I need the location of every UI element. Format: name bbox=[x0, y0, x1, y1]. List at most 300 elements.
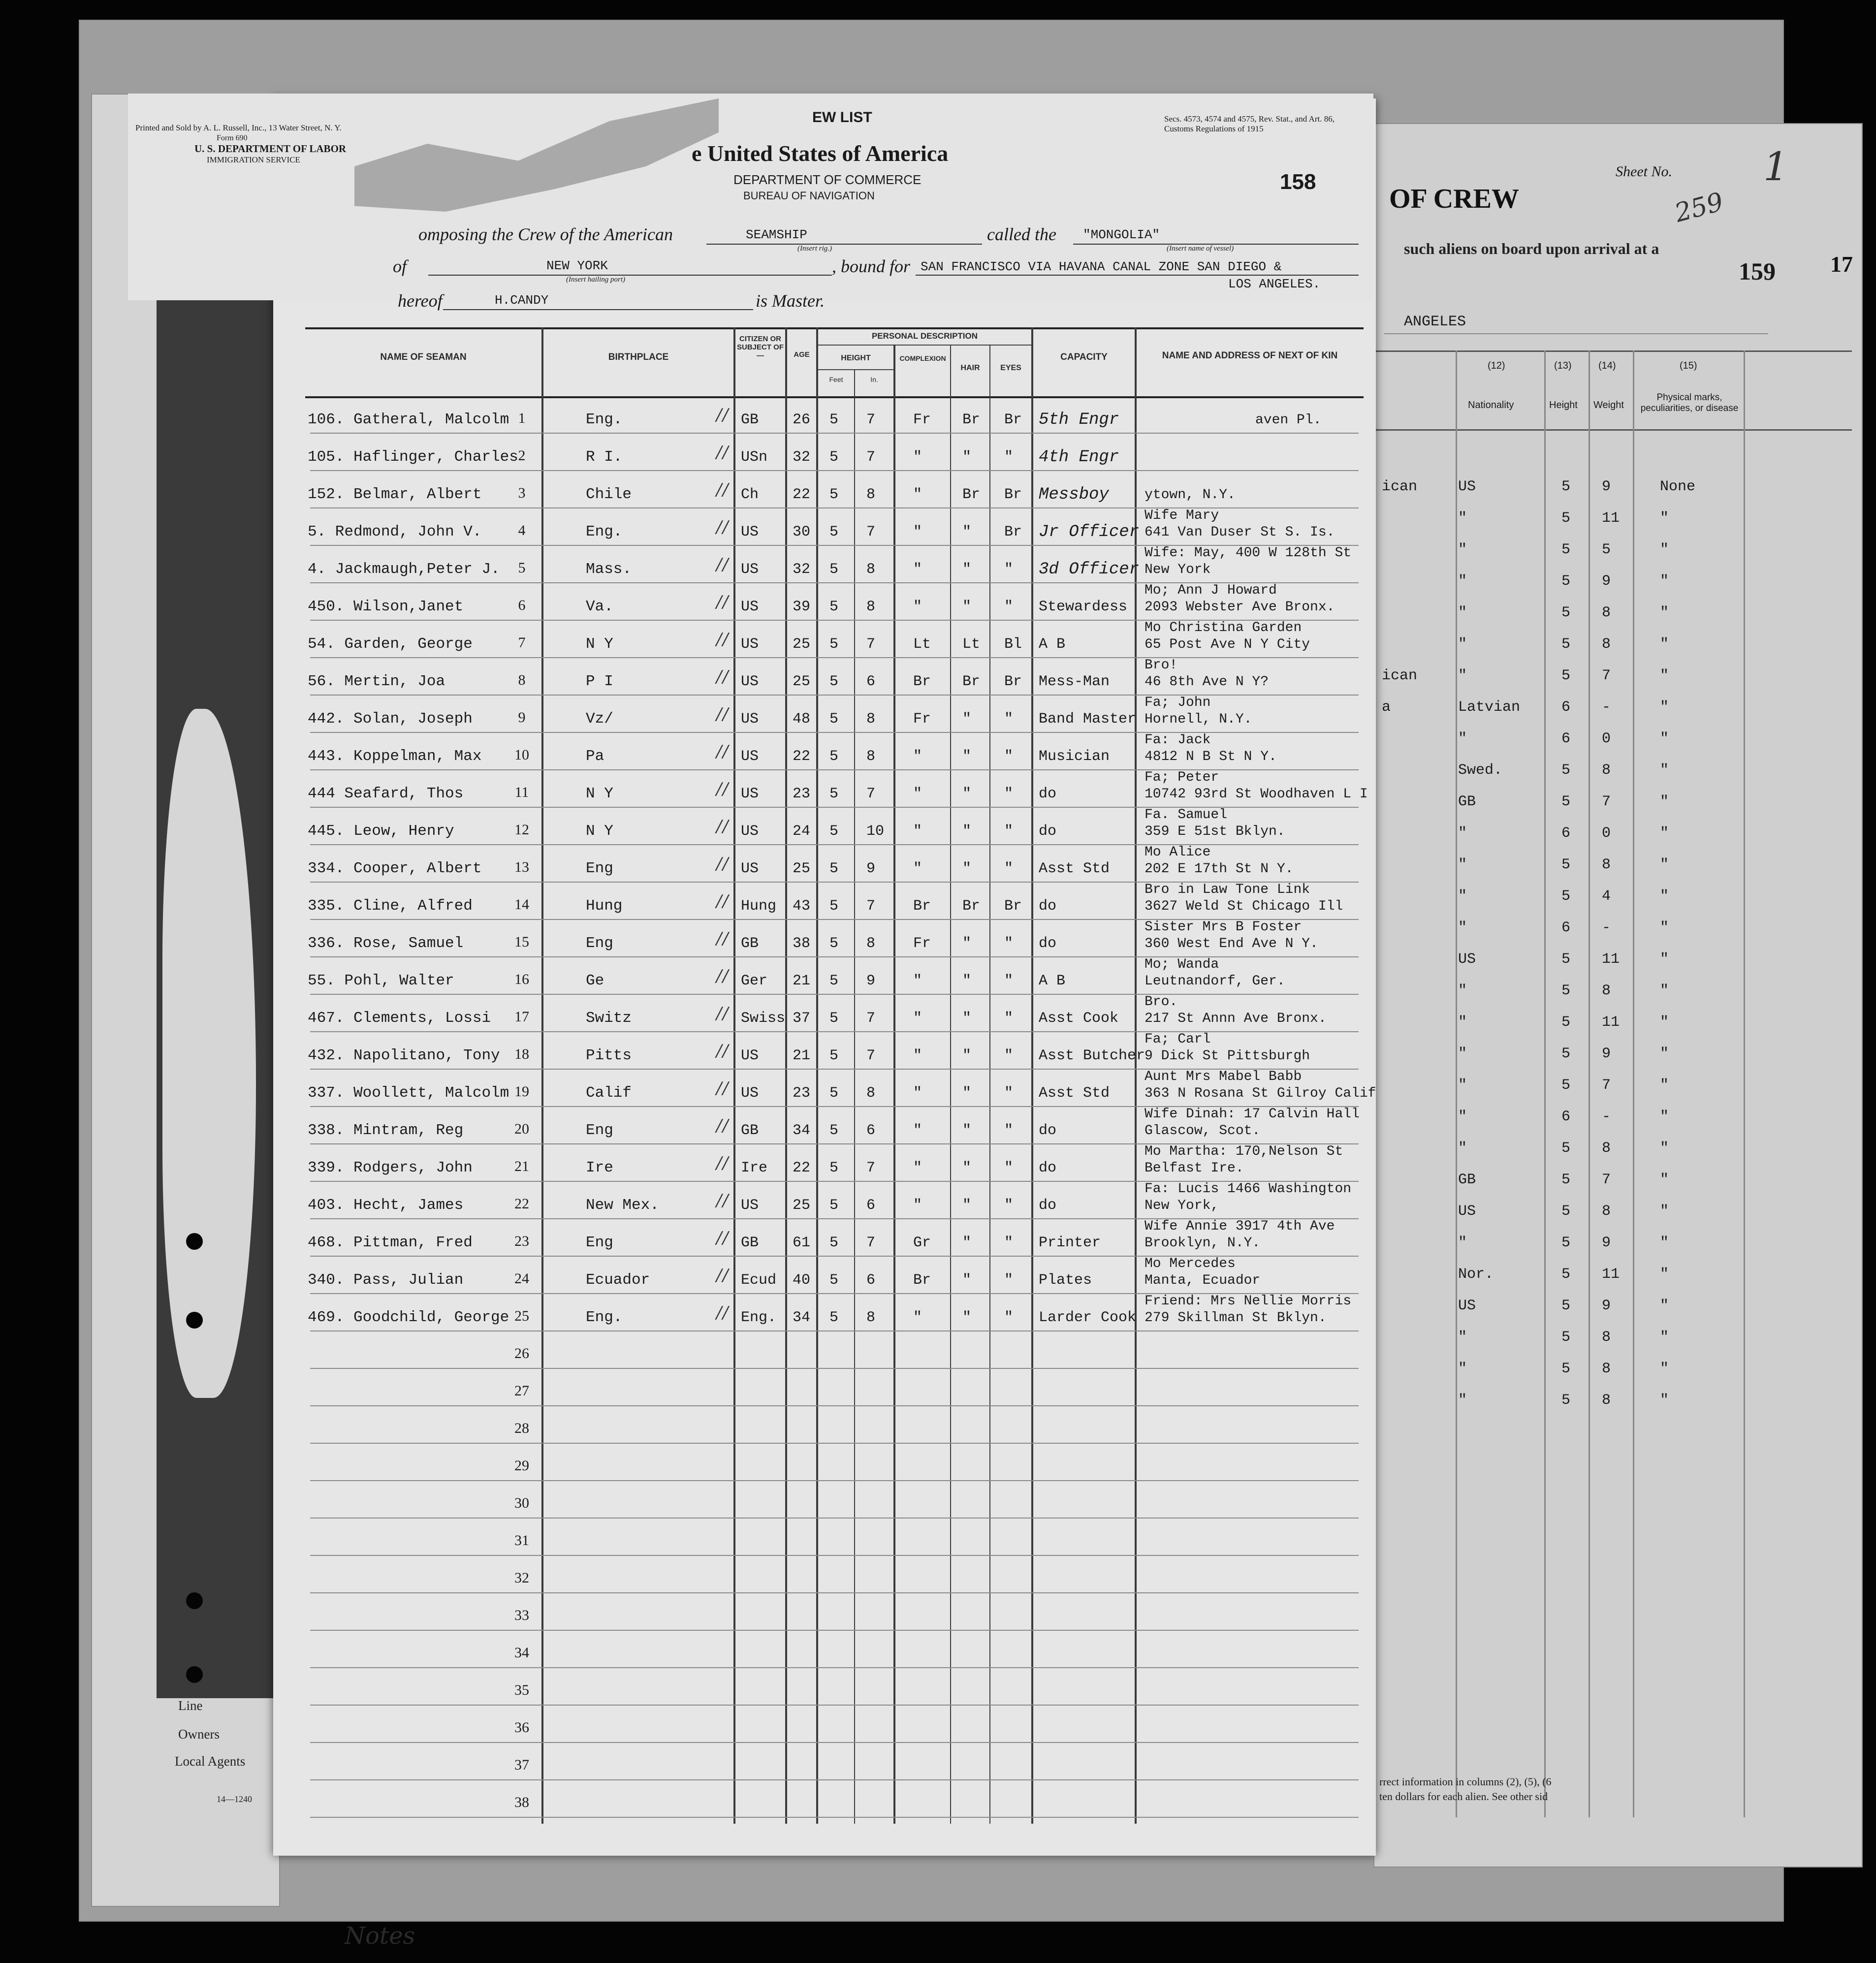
right-height-cell: 5 bbox=[1561, 1298, 1571, 1314]
crew-cit-cell: US bbox=[741, 823, 759, 840]
crew-birth-cell: Eng bbox=[586, 860, 613, 877]
crew-birth-cell: Eng bbox=[586, 1122, 613, 1139]
kin-address: 641 Van Duser St S. Is. bbox=[1145, 525, 1335, 540]
check-mark: / bbox=[723, 1004, 729, 1023]
row-rule bbox=[310, 1368, 1359, 1369]
vessel-name: "MONGOLIA" bbox=[1083, 227, 1160, 242]
crew-in-cell: 7 bbox=[866, 524, 876, 540]
right-port-underline bbox=[1384, 333, 1768, 334]
row-number: 31 bbox=[514, 1532, 529, 1549]
col-12-header: (12) bbox=[1488, 360, 1505, 371]
crew-eyes-cell: " bbox=[1004, 1085, 1014, 1102]
insert-rig: (Insert rig.) bbox=[797, 245, 832, 253]
right-nationality-cell: " bbox=[1458, 982, 1467, 999]
crew-birth-cell: Ecuador bbox=[586, 1271, 650, 1289]
right-height-cell: 6 bbox=[1561, 1108, 1571, 1125]
crew-age-cell: 25 bbox=[793, 673, 811, 690]
right-physical-cell: " bbox=[1660, 1045, 1669, 1062]
right-weight-cell: 8 bbox=[1602, 636, 1611, 653]
right-weight-cell: 7 bbox=[1602, 793, 1611, 810]
check-mark: / bbox=[716, 929, 722, 949]
check-mark: / bbox=[723, 779, 729, 799]
kin-address: aven Pl. bbox=[1255, 412, 1322, 428]
immigration: IMMIGRATION SERVICE bbox=[207, 155, 300, 164]
kin-address: 2093 Webster Ave Bronx. bbox=[1145, 600, 1335, 615]
row-number: 2 bbox=[518, 447, 526, 464]
right-height-cell: 5 bbox=[1561, 1329, 1571, 1346]
row-rule bbox=[310, 1480, 1359, 1481]
punch-hole-4 bbox=[186, 1666, 203, 1683]
crew-cit-cell: US bbox=[741, 748, 759, 765]
row-number: 27 bbox=[514, 1383, 529, 1399]
kin-name: Fa; John bbox=[1145, 695, 1211, 710]
right-nationality-cell: US bbox=[1458, 951, 1476, 968]
crew-name-cell: 469. Goodchild, George bbox=[308, 1309, 509, 1326]
crew-age-cell: 61 bbox=[793, 1235, 811, 1251]
crew-cit-cell: Ger bbox=[741, 973, 768, 989]
crew-cap-cell: do bbox=[1039, 898, 1057, 915]
right-physical-cell: " bbox=[1660, 1014, 1669, 1031]
right-weight-cell: 9 bbox=[1602, 1045, 1611, 1062]
check-mark: / bbox=[723, 929, 729, 949]
crew-cap-cell: Asst Std bbox=[1039, 860, 1110, 877]
right-height-cell: 5 bbox=[1561, 762, 1571, 779]
kin-address: 363 N Rosana St Gilroy Calif bbox=[1145, 1086, 1376, 1101]
crew-hair-cell: Br bbox=[962, 673, 981, 690]
row-rule bbox=[310, 1667, 1359, 1668]
row-number: 15 bbox=[514, 934, 529, 950]
right-col-3 bbox=[1589, 350, 1590, 1817]
crew-name-cell: 339. Rodgers, John bbox=[308, 1159, 473, 1176]
crew-age-cell: 23 bbox=[793, 786, 811, 802]
check-mark: / bbox=[716, 667, 722, 687]
crew-comp-cell: " bbox=[913, 973, 922, 989]
crew-cit-cell: GB bbox=[741, 412, 759, 428]
right-height-cell: 5 bbox=[1561, 1266, 1571, 1283]
col-15-header: (15) bbox=[1680, 360, 1697, 371]
crew-name-cell: 105. Haflinger, Charles bbox=[308, 448, 518, 466]
crew-age-cell: 21 bbox=[793, 1047, 811, 1064]
right-physical-cell: " bbox=[1660, 1140, 1669, 1157]
crew-cap-cell: 3d Officer bbox=[1039, 560, 1140, 579]
crew-name-cell: 54. Garden, George bbox=[308, 635, 473, 653]
check-mark: / bbox=[723, 1116, 729, 1136]
crew-hair-cell: " bbox=[962, 1309, 972, 1326]
crew-cap-cell: Printer bbox=[1039, 1235, 1101, 1251]
crew-age-cell: 32 bbox=[793, 561, 811, 578]
kin-address: 4812 N B St N Y. bbox=[1145, 749, 1277, 764]
check-mark: / bbox=[723, 1191, 729, 1210]
right-physical-cell: " bbox=[1660, 699, 1669, 716]
right-height-cell: 5 bbox=[1561, 1235, 1571, 1251]
right-height-cell: 5 bbox=[1561, 636, 1571, 653]
crew-age-cell: 22 bbox=[793, 486, 811, 503]
col-line-height bbox=[893, 345, 895, 1824]
crew-birth-cell: Switz bbox=[586, 1010, 632, 1027]
crew-birth-cell: Va. bbox=[586, 598, 613, 615]
crew-ft-cell: 5 bbox=[829, 524, 839, 540]
crew-ft-cell: 5 bbox=[829, 1309, 839, 1326]
row-rule bbox=[310, 1817, 1359, 1818]
right-sheet-subtitle: such aliens on board upon arrival at a bbox=[1404, 240, 1659, 257]
kin-name: Bro. bbox=[1145, 994, 1178, 1010]
crew-birth-cell: Eng. bbox=[586, 411, 623, 428]
crew-in-cell: 8 bbox=[866, 486, 876, 503]
check-mark: / bbox=[723, 1303, 729, 1323]
right-weight-cell: 8 bbox=[1602, 604, 1611, 621]
crew-hair-cell: " bbox=[962, 1047, 972, 1064]
right-weight-cell: 9 bbox=[1602, 573, 1611, 590]
crew-ft-cell: 5 bbox=[829, 860, 839, 877]
label-owners: Owners bbox=[178, 1727, 220, 1741]
right-nationality-cell: " bbox=[1458, 1077, 1467, 1094]
right-nationality-cell: " bbox=[1458, 1014, 1467, 1031]
right-prefix-cell: a bbox=[1382, 699, 1391, 716]
right-physical-cell: " bbox=[1660, 1298, 1669, 1314]
personal-sub-rule bbox=[817, 345, 1031, 346]
crew-name-cell: 56. Mertin, Joa bbox=[308, 673, 445, 690]
crew-name-cell: 442. Solan, Joseph bbox=[308, 710, 473, 728]
crew-eyes-cell: " bbox=[1004, 449, 1014, 466]
right-physical-cell: " bbox=[1660, 667, 1669, 684]
crew-ft-cell: 5 bbox=[829, 786, 839, 802]
crew-comp-cell: Gr bbox=[913, 1235, 931, 1251]
insert-port: (Insert hailing port) bbox=[566, 276, 625, 284]
crew-birth-cell: Calif bbox=[586, 1084, 632, 1102]
right-nationality-cell: US bbox=[1458, 1203, 1476, 1220]
right-height-cell: 6 bbox=[1561, 919, 1571, 936]
crew-eyes-cell: Br bbox=[1004, 524, 1022, 540]
row-number: 12 bbox=[514, 822, 529, 838]
row-number: 32 bbox=[514, 1570, 529, 1586]
crew-ft-cell: 5 bbox=[829, 823, 839, 840]
crew-ft-cell: 5 bbox=[829, 449, 839, 466]
crew-age-cell: 22 bbox=[793, 1160, 811, 1176]
hailing-port: NEW YORK bbox=[546, 258, 608, 273]
right-height-cell: 5 bbox=[1561, 856, 1571, 873]
row-rule bbox=[310, 1592, 1359, 1593]
crew-eyes-cell: " bbox=[1004, 935, 1014, 952]
crew-eyes-cell: Bl bbox=[1004, 636, 1022, 653]
citizen-header: CITIZEN OR SUBJECT OF— bbox=[736, 335, 784, 360]
crew-age-cell: 39 bbox=[793, 599, 811, 615]
punch-hole-3 bbox=[186, 1592, 203, 1609]
crew-ft-cell: 5 bbox=[829, 973, 839, 989]
crew-comp-cell: Br bbox=[913, 1272, 931, 1289]
crew-ft-cell: 5 bbox=[829, 412, 839, 428]
crew-age-cell: 26 bbox=[793, 412, 811, 428]
col-14-header: (14) bbox=[1598, 360, 1616, 371]
crew-comp-cell: " bbox=[913, 561, 922, 578]
right-weight-cell: 7 bbox=[1602, 1171, 1611, 1188]
form-number: Form 690 bbox=[217, 134, 248, 142]
crew-eyes-cell: Br bbox=[1004, 412, 1022, 428]
right-physical-cell: " bbox=[1660, 510, 1669, 527]
check-mark: / bbox=[716, 854, 722, 874]
crew-cap-cell: do bbox=[1039, 935, 1057, 952]
right-height-cell: 5 bbox=[1561, 478, 1571, 495]
crew-birth-cell: Eng bbox=[586, 1234, 613, 1251]
right-physical-cell: " bbox=[1660, 1235, 1669, 1251]
crew-eyes-cell: Br bbox=[1004, 898, 1022, 915]
crew-cit-cell: US bbox=[741, 524, 759, 540]
right-nationality-cell: " bbox=[1458, 730, 1467, 747]
row-number: 19 bbox=[514, 1083, 529, 1100]
row-rule bbox=[310, 1443, 1359, 1444]
right-height-cell: 5 bbox=[1561, 541, 1571, 558]
crew-comp-cell: Fr bbox=[913, 935, 931, 952]
row-rule bbox=[310, 657, 1359, 658]
crew-cap-cell: Asst Butcher bbox=[1039, 1047, 1145, 1064]
crew-in-cell: 7 bbox=[866, 1047, 876, 1064]
crew-eyes-cell: " bbox=[1004, 1235, 1014, 1251]
crew-age-cell: 23 bbox=[793, 1085, 811, 1102]
row-number: 3 bbox=[518, 485, 526, 501]
complexion-header: COMPLEXION bbox=[899, 354, 946, 362]
right-col-2 bbox=[1544, 350, 1546, 1817]
crew-hair-cell: Lt bbox=[962, 636, 981, 653]
crew-eyes-cell: " bbox=[1004, 1309, 1014, 1326]
right-weight-cell: 0 bbox=[1602, 825, 1611, 842]
crew-comp-cell: " bbox=[913, 860, 922, 877]
right-col-5 bbox=[1744, 350, 1745, 1817]
crew-comp-cell: " bbox=[913, 1047, 922, 1064]
crew-ft-cell: 5 bbox=[829, 935, 839, 952]
crew-cap-cell: Larder Cook bbox=[1039, 1309, 1137, 1326]
crew-cap-cell: Asst Cook bbox=[1039, 1010, 1119, 1027]
crew-name-cell: 432. Napolitano, Tony bbox=[308, 1047, 500, 1064]
capacity-header: CAPACITY bbox=[1060, 352, 1108, 362]
sheet-no-label: Sheet No. bbox=[1616, 163, 1672, 180]
crew-comp-cell: " bbox=[913, 1197, 922, 1214]
row-rule bbox=[310, 994, 1359, 995]
right-sheet-title: OF CREW bbox=[1389, 184, 1519, 214]
crew-cit-cell: Ire bbox=[741, 1160, 768, 1176]
row-rule bbox=[310, 433, 1359, 434]
crew-age-cell: 30 bbox=[793, 524, 811, 540]
right-nationality-cell: " bbox=[1458, 919, 1467, 936]
crew-cit-cell: US bbox=[741, 860, 759, 877]
right-height-cell: 5 bbox=[1561, 604, 1571, 621]
master-name: H.CANDY bbox=[495, 293, 549, 308]
right-col-1 bbox=[1456, 350, 1457, 1817]
check-mark: / bbox=[716, 405, 722, 425]
row-number: 7 bbox=[518, 634, 526, 651]
age-header: AGE bbox=[794, 350, 810, 359]
crew-ft-cell: 5 bbox=[829, 1235, 839, 1251]
right-height-cell: 6 bbox=[1561, 825, 1571, 842]
check-mark: / bbox=[723, 891, 729, 911]
crew-name-cell: 55. Pohl, Walter bbox=[308, 972, 454, 989]
crew-age-cell: 34 bbox=[793, 1309, 811, 1326]
col-line-capacity bbox=[1135, 327, 1137, 1824]
check-mark: / bbox=[723, 667, 729, 687]
crew-birth-cell: Pa bbox=[586, 748, 604, 765]
crew-comp-cell: Br bbox=[913, 898, 931, 915]
crew-in-cell: 9 bbox=[866, 973, 876, 989]
col-13-header: (13) bbox=[1554, 360, 1572, 371]
kin-name: Mo Alice bbox=[1145, 845, 1211, 860]
crew-name-cell: 335. Cline, Alfred bbox=[308, 897, 473, 915]
right-physical-cell: " bbox=[1660, 793, 1669, 810]
kin-name: Fa; Carl bbox=[1145, 1032, 1211, 1047]
label-line: Line bbox=[178, 1698, 203, 1713]
right-nationality-cell: " bbox=[1458, 573, 1467, 590]
check-mark: / bbox=[716, 704, 722, 724]
check-mark: / bbox=[723, 443, 729, 462]
right-nationality-cell: " bbox=[1458, 825, 1467, 842]
right-nationality-cell: " bbox=[1458, 510, 1467, 527]
kin-address: 65 Post Ave N Y City bbox=[1145, 637, 1310, 652]
check-mark: / bbox=[716, 817, 722, 836]
called-label: called the bbox=[987, 224, 1056, 244]
crew-age-cell: 48 bbox=[793, 711, 811, 728]
crew-comp-cell: " bbox=[913, 449, 922, 466]
crew-birth-cell: Chile bbox=[586, 486, 632, 503]
right-prefix-cell: ican bbox=[1382, 667, 1418, 684]
kin-name: Mo Mercedes bbox=[1145, 1256, 1236, 1271]
right-height-cell: 5 bbox=[1561, 1171, 1571, 1188]
row-number: 5 bbox=[518, 560, 526, 576]
check-mark: / bbox=[723, 480, 729, 500]
destination-line bbox=[916, 275, 1359, 276]
hair-header: HAIR bbox=[960, 364, 980, 372]
nationality-header: Nationality bbox=[1468, 400, 1514, 411]
crew-in-cell: 7 bbox=[866, 412, 876, 428]
crew-in-cell: 8 bbox=[866, 599, 876, 615]
crew-age-cell: 21 bbox=[793, 973, 811, 989]
crew-comp-cell: " bbox=[913, 1010, 922, 1027]
crew-cap-cell: A B bbox=[1039, 973, 1066, 989]
bound-for-label: , bound for bbox=[832, 256, 911, 276]
master-line bbox=[443, 309, 753, 310]
row-number: 28 bbox=[514, 1420, 529, 1436]
check-mark: / bbox=[716, 779, 722, 799]
kin-name: Bro! bbox=[1145, 658, 1178, 673]
crew-comp-cell: " bbox=[913, 1122, 922, 1139]
crew-age-cell: 40 bbox=[793, 1272, 811, 1289]
kin-name: Friend: Mrs Nellie Morris bbox=[1145, 1294, 1352, 1309]
row-number: 6 bbox=[518, 597, 526, 613]
crew-ft-cell: 5 bbox=[829, 1160, 839, 1176]
crew-hair-cell: " bbox=[962, 860, 972, 877]
kin-name: Fa: Jack bbox=[1145, 732, 1211, 748]
crew-cit-cell: US bbox=[741, 673, 759, 690]
crew-name-cell: 152. Belmar, Albert bbox=[308, 486, 482, 503]
crew-birth-cell: Mass. bbox=[586, 561, 632, 578]
crew-birth-cell: Eng. bbox=[586, 1309, 623, 1326]
right-nationality-cell: GB bbox=[1458, 793, 1476, 810]
right-footer-1: rrect information in columns (2), (5), (6 bbox=[1379, 1775, 1552, 1788]
crew-hair-cell: " bbox=[962, 973, 972, 989]
height-sub-rule bbox=[817, 369, 893, 370]
crew-name-cell: 336. Rose, Samuel bbox=[308, 935, 464, 952]
crew-eyes-cell: " bbox=[1004, 1197, 1014, 1214]
right-weight-cell: 9 bbox=[1602, 1298, 1611, 1314]
crew-in-cell: 7 bbox=[866, 898, 876, 915]
right-nationality-cell: US bbox=[1458, 1298, 1476, 1314]
check-mark: / bbox=[716, 1078, 722, 1098]
eyes-header: EYES bbox=[1000, 364, 1021, 372]
crew-eyes-cell: " bbox=[1004, 823, 1014, 840]
right-nationality-cell: " bbox=[1458, 541, 1467, 558]
check-mark: / bbox=[723, 405, 729, 425]
punch-hole-2 bbox=[186, 1312, 203, 1329]
row-number: 10 bbox=[514, 747, 529, 763]
crew-in-cell: 8 bbox=[866, 711, 876, 728]
crew-cap-cell: Stewardess bbox=[1039, 599, 1128, 615]
row-number: 37 bbox=[514, 1757, 529, 1773]
crew-age-cell: 25 bbox=[793, 1197, 811, 1214]
row-rule bbox=[310, 1518, 1359, 1519]
crew-hair-cell: " bbox=[962, 1235, 972, 1251]
crew-name-cell: 340. Pass, Julian bbox=[308, 1271, 464, 1289]
right-physical-cell: " bbox=[1660, 856, 1669, 873]
right-weight-cell: 8 bbox=[1602, 1392, 1611, 1409]
right-weight-cell: 8 bbox=[1602, 982, 1611, 999]
kin-address: 360 West End Ave N Y. bbox=[1145, 936, 1318, 951]
check-mark: / bbox=[723, 742, 729, 761]
crew-eyes-cell: " bbox=[1004, 1122, 1014, 1139]
crew-comp-cell: " bbox=[913, 786, 922, 802]
check-mark: / bbox=[723, 555, 729, 574]
right-nationality-cell: Nor. bbox=[1458, 1266, 1494, 1283]
right-height-cell: 6 bbox=[1561, 699, 1571, 716]
crew-age-cell: 22 bbox=[793, 748, 811, 765]
crew-birth-cell: Pitts bbox=[586, 1047, 632, 1064]
crew-comp-cell: " bbox=[913, 524, 922, 540]
height-header: HEIGHT bbox=[841, 354, 871, 362]
right-physical-cell: " bbox=[1660, 982, 1669, 999]
crew-hair-cell: " bbox=[962, 1010, 972, 1027]
crew-cap-cell: Messboy bbox=[1039, 485, 1109, 504]
kin-name: Wife: May, 400 W 128th St bbox=[1145, 545, 1352, 561]
crew-name-cell: 337. Woollett, Malcolm bbox=[308, 1084, 509, 1102]
crew-name-cell: 338. Mintram, Reg bbox=[308, 1122, 464, 1139]
kin-name: Mo Martha: 170,Nelson St bbox=[1145, 1144, 1343, 1159]
crew-name-cell: 334. Cooper, Albert bbox=[308, 860, 482, 877]
crew-in-cell: 7 bbox=[866, 449, 876, 466]
kin-name: Wife Annie 3917 4th Ave bbox=[1145, 1219, 1335, 1234]
right-footer-2: ten dollars for each alien. See other sid bbox=[1379, 1790, 1548, 1803]
row-number: 4 bbox=[518, 522, 526, 538]
kin-address: Manta, Ecuador bbox=[1145, 1273, 1261, 1288]
right-weight-cell: 4 bbox=[1602, 888, 1611, 905]
check-mark: / bbox=[716, 517, 722, 537]
right-physical-cell: " bbox=[1660, 919, 1669, 936]
crew-in-cell: 7 bbox=[866, 636, 876, 653]
check-mark: / bbox=[723, 630, 729, 649]
kin-address: 279 Skillman St Bklyn. bbox=[1145, 1310, 1327, 1326]
kin-address: 46 8th Ave N Y? bbox=[1145, 674, 1269, 690]
crew-ft-cell: 5 bbox=[829, 711, 839, 728]
right-physical-cell: " bbox=[1660, 1329, 1669, 1346]
crew-ft-cell: 5 bbox=[829, 1047, 839, 1064]
crew-ft-cell: 5 bbox=[829, 486, 839, 503]
right-nationality-cell: Latvian bbox=[1458, 699, 1521, 716]
crew-comp-cell: Fr bbox=[913, 412, 931, 428]
check-mark: / bbox=[723, 1266, 729, 1285]
right-nationality-cell: " bbox=[1458, 856, 1467, 873]
right-physical-cell: " bbox=[1660, 604, 1669, 621]
row-number: 24 bbox=[514, 1270, 529, 1287]
crew-comp-cell: " bbox=[913, 1309, 922, 1326]
crew-ft-cell: 5 bbox=[829, 673, 839, 690]
row-rule bbox=[310, 1330, 1359, 1331]
check-mark: / bbox=[723, 1078, 729, 1098]
kin-address: 217 St Annn Ave Bronx. bbox=[1145, 1011, 1327, 1026]
crew-hair-cell: " bbox=[962, 786, 972, 802]
